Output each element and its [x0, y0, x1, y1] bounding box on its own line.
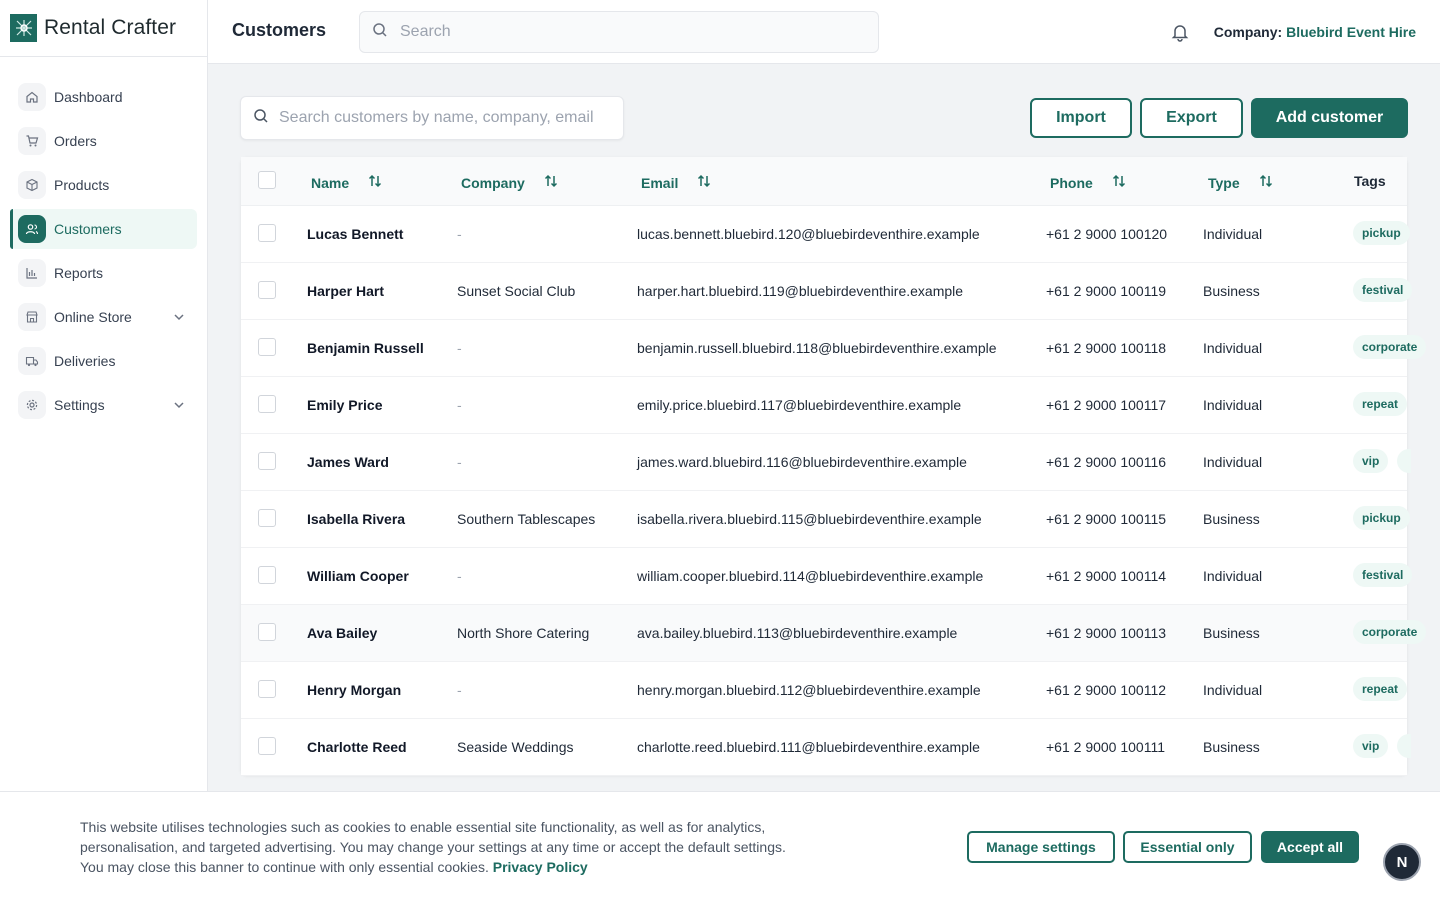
page-title: Customers — [232, 20, 327, 40]
import-button[interactable]: Import — [1030, 98, 1132, 138]
customer-type: Individual — [1203, 397, 1263, 413]
customer-phone: +61 2 9000 100111 — [1046, 739, 1165, 755]
customer-company: - — [457, 454, 462, 470]
customer-email: henry.morgan.bluebird.112@bluebirdeventhire.example — [637, 682, 981, 698]
column-label: Name — [311, 174, 350, 191]
customer-company: - — [457, 682, 462, 698]
column-label: Phone — [1050, 174, 1093, 191]
tag-badge: festival — [1353, 278, 1412, 302]
customer-company: Southern Tablescapes — [457, 511, 596, 527]
customer-name[interactable]: Lucas Bennett — [307, 226, 404, 242]
sort-icon[interactable] — [367, 173, 383, 192]
truck-icon — [18, 347, 46, 375]
customers-table — [241, 157, 1418, 775]
tag-badge: corporate — [1353, 335, 1426, 359]
select-all-checkbox[interactable] — [258, 171, 276, 189]
column-header-company[interactable] — [461, 173, 559, 192]
customer-company: - — [457, 340, 462, 356]
customer-company: Seaside Weddings — [457, 739, 574, 755]
company-name: Bluebird Event Hire — [1286, 24, 1416, 40]
tag-badge: vip — [1353, 449, 1388, 473]
tag-badge: repeat — [1353, 677, 1407, 701]
customer-email: lucas.bennett.bluebird.120@bluebirdeventhire.example — [637, 226, 980, 242]
sidebar-item-products[interactable] — [10, 165, 197, 205]
global-search[interactable] — [359, 11, 879, 53]
customer-type: Individual — [1203, 340, 1263, 356]
cookie-message — [80, 817, 860, 877]
row-checkbox[interactable] — [258, 566, 276, 584]
home-icon — [18, 83, 46, 111]
sort-icon[interactable] — [696, 173, 712, 192]
customer-phone: +61 2 9000 100118 — [1046, 340, 1167, 356]
brand[interactable] — [0, 0, 207, 57]
customer-email: james.ward.bluebird.116@bluebirdeventhire.example — [637, 454, 967, 470]
column-header-tags — [1354, 173, 1386, 189]
column-label: Company — [461, 174, 525, 191]
customer-company: North Shore Catering — [457, 625, 590, 641]
customer-type: Business — [1203, 625, 1260, 641]
customer-email: charlotte.reed.bluebird.111@bluebirdeventhire.example — [637, 739, 980, 755]
column-header-phone[interactable] — [1050, 173, 1127, 192]
tag-badge-overflow — [1397, 449, 1411, 473]
customer-email: harper.hart.bluebird.119@bluebirdeventhire.example — [637, 283, 964, 299]
customer-name[interactable]: William Cooper — [307, 568, 409, 584]
sidebar-item-label: Orders — [54, 133, 97, 149]
store-icon — [18, 303, 46, 331]
customer-company: - — [457, 226, 462, 242]
sidebar-item-label: Settings — [54, 397, 105, 413]
customer-company: Sunset Social Club — [457, 283, 576, 299]
topbar — [208, 0, 1440, 64]
sidebar-item-dashboard[interactable] — [10, 77, 197, 117]
sidebar-item-label: Online Store — [54, 309, 132, 325]
cookie-text-line: personalisation, and targeted advertising. You may change your settings at any time or accept the default settings. — [80, 839, 786, 855]
notification-bell-icon[interactable] — [1170, 22, 1190, 47]
customer-phone: +61 2 9000 100115 — [1046, 511, 1167, 527]
row-checkbox[interactable] — [258, 281, 276, 299]
company-indicator[interactable] — [1214, 24, 1416, 40]
brand-logo-icon — [10, 14, 37, 42]
brand-name: Rental Crafter — [44, 16, 177, 39]
customer-email: william.cooper.bluebird.114@bluebirdeventhire.example — [637, 568, 984, 584]
sort-icon[interactable] — [543, 173, 559, 192]
box-icon — [18, 171, 46, 199]
sidebar-item-label: Deliveries — [54, 353, 116, 369]
customer-search[interactable] — [240, 96, 624, 140]
chevron-down-icon[interactable] — [173, 398, 185, 414]
sidebar-nav — [0, 57, 207, 425]
customer-phone: +61 2 9000 100116 — [1046, 454, 1167, 470]
sidebar-item-customers[interactable] — [10, 209, 197, 249]
company-label: Company: — [1213, 24, 1283, 40]
customer-name[interactable]: Harper Hart — [307, 283, 385, 299]
customer-type: Business — [1203, 283, 1260, 299]
row-checkbox[interactable] — [258, 452, 276, 470]
sort-icon[interactable] — [1111, 173, 1127, 192]
table-header — [241, 157, 1407, 206]
customer-email: benjamin.russell.bluebird.118@bluebirdeventhire.example — [637, 340, 997, 356]
customer-name[interactable]: Ava Bailey — [307, 625, 378, 641]
gear-icon — [18, 391, 46, 419]
table-row[interactable] — [241, 605, 1418, 662]
customer-email: emily.price.bluebird.117@bluebirdeventhire.example — [637, 397, 962, 413]
tag-badge: pickup — [1353, 221, 1410, 245]
sidebar-item-reports[interactable] — [10, 253, 197, 293]
cookie-text-line: You may close this banner to continue with only essential cookies. — [80, 859, 489, 875]
table-row[interactable] — [241, 206, 1407, 263]
sidebar-item-orders[interactable] — [10, 121, 197, 161]
customer-company: - — [457, 568, 462, 584]
add-customer-button[interactable]: Add customer — [1251, 98, 1408, 138]
customer-email: isabella.rivera.bluebird.115@bluebirdeventhire.example — [637, 511, 982, 527]
sidebar-item-online-store[interactable] — [10, 297, 197, 337]
chevron-down-icon[interactable] — [173, 310, 185, 326]
customer-phone: +61 2 9000 100117 — [1046, 397, 1167, 413]
tag-badge: pickup — [1353, 506, 1410, 530]
customer-name[interactable]: Benjamin Russell — [307, 340, 424, 356]
customer-phone: +61 2 9000 100119 — [1046, 283, 1167, 299]
cookie-text-line: This website utilises technologies such as cookies to enable essential site functionality, as well as for analytics, — [80, 819, 766, 835]
privacy-policy-link[interactable]: Privacy Policy — [492, 859, 588, 875]
row-checkbox[interactable] — [258, 509, 276, 527]
table-row[interactable] — [241, 719, 1407, 776]
bar-chart-icon — [18, 259, 46, 287]
customer-type: Business — [1203, 739, 1260, 755]
sidebar — [0, 0, 208, 900]
users-icon — [18, 215, 46, 243]
customer-name[interactable]: Isabella Rivera — [307, 511, 406, 527]
customer-type: Individual — [1203, 682, 1263, 698]
table-row[interactable] — [241, 491, 1407, 548]
customer-type: Individual — [1203, 568, 1263, 584]
tag-badge-overflow — [1397, 734, 1411, 758]
tag-badge: vip — [1353, 734, 1388, 758]
row-checkbox[interactable] — [258, 680, 276, 698]
search-icon — [253, 108, 269, 129]
column-label: Email — [641, 174, 679, 191]
sidebar-item-label: Reports — [54, 265, 104, 281]
column-header-type[interactable] — [1208, 173, 1274, 192]
row-checkbox[interactable] — [258, 338, 276, 356]
column-header-name[interactable] — [311, 173, 383, 192]
customer-company: - — [457, 397, 462, 413]
customer-name[interactable]: Charlotte Reed — [307, 739, 407, 755]
column-header-email[interactable] — [641, 173, 712, 192]
manage-settings-button[interactable]: Manage settings — [967, 831, 1115, 863]
customer-type: Business — [1203, 511, 1260, 527]
customer-name[interactable]: Emily Price — [307, 397, 383, 413]
customer-phone: +61 2 9000 100120 — [1046, 226, 1168, 242]
sidebar-item-label: Customers — [54, 221, 122, 237]
customer-search-input[interactable] — [279, 109, 599, 127]
search-icon — [372, 22, 388, 43]
customer-phone: +61 2 9000 100113 — [1046, 625, 1167, 641]
tag-badge: repeat — [1353, 392, 1407, 416]
table-row[interactable] — [241, 377, 1407, 434]
table-row[interactable] — [241, 263, 1407, 320]
tag-badge: festival — [1353, 563, 1412, 587]
row-checkbox[interactable] — [258, 395, 276, 413]
table-row[interactable] — [241, 662, 1407, 719]
essential-only-button[interactable]: Essential only — [1123, 831, 1252, 863]
sort-icon[interactable] — [1258, 173, 1274, 192]
global-search-input[interactable] — [400, 23, 840, 41]
export-button[interactable]: Export — [1140, 98, 1243, 138]
cookie-banner — [0, 791, 1440, 900]
customer-email: ava.bailey.bluebird.113@bluebirdeventhire.example — [637, 625, 958, 641]
sidebar-item-settings[interactable] — [10, 385, 197, 425]
customer-phone: +61 2 9000 100114 — [1046, 568, 1167, 584]
row-checkbox[interactable] — [258, 623, 276, 641]
customer-type: Individual — [1203, 454, 1263, 470]
cart-icon — [18, 127, 46, 155]
sidebar-item-label: Dashboard — [54, 89, 123, 105]
customer-phone: +61 2 9000 100112 — [1046, 682, 1167, 698]
row-checkbox[interactable] — [258, 224, 276, 242]
row-checkbox[interactable] — [258, 737, 276, 755]
column-label: Type — [1208, 174, 1240, 191]
sidebar-item-label: Products — [54, 177, 110, 193]
table-row[interactable] — [241, 320, 1418, 377]
customer-name[interactable]: James Ward — [307, 454, 389, 470]
table-row[interactable] — [241, 548, 1407, 605]
sidebar-item-deliveries[interactable] — [10, 341, 197, 381]
accept-all-button[interactable]: Accept all — [1261, 831, 1359, 863]
table-row[interactable] — [241, 434, 1407, 491]
help-launcher-button[interactable]: N — [1383, 843, 1421, 881]
tag-badge: corporate — [1353, 620, 1426, 644]
customer-name[interactable]: Henry Morgan — [307, 682, 402, 698]
column-label: Tags — [1354, 173, 1386, 189]
customer-type: Individual — [1203, 226, 1263, 242]
